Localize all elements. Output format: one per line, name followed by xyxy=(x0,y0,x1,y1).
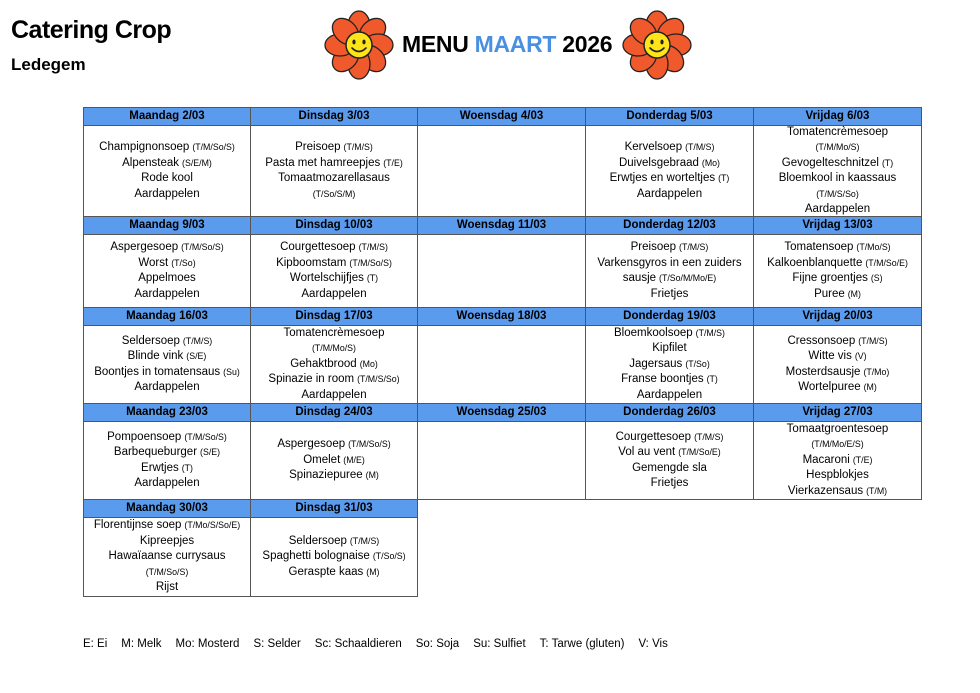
allergen-codes: (V) xyxy=(854,351,867,361)
allergen-codes: (T/M/Mo/S) xyxy=(815,142,860,152)
menu-item: Champignonsoep (T/M/So/S) xyxy=(99,141,235,153)
menu-item: Aardappelen xyxy=(134,287,200,300)
day-menu xyxy=(753,234,922,308)
menu-item: Pompoensoep (T/M/So/S) xyxy=(107,430,227,443)
day-header: Vrijdag 20/03 xyxy=(753,307,922,326)
day-menu xyxy=(250,234,418,308)
menu-item: Gemengde sla xyxy=(632,461,707,474)
menu-item: Spaghetti bolognaise (T/So/S) xyxy=(262,550,406,563)
menu-item: Erwtjes en worteltjes (T) xyxy=(609,172,730,184)
menu-item: Puree (M) xyxy=(814,287,861,300)
allergen-codes: (M) xyxy=(365,470,379,481)
menu-item: Tomaatgroentesoep xyxy=(786,422,889,435)
allergen-codes: (T/M/So/S) xyxy=(192,142,235,152)
menu-item xyxy=(313,187,356,203)
allergen-codes: (T/M/S/So) xyxy=(816,188,859,199)
day-menu xyxy=(83,234,251,308)
menu-item: Aardappelen xyxy=(134,477,200,489)
allergen-codes: (T/M/S) xyxy=(349,535,380,546)
legend-item: So: Soja xyxy=(415,638,460,650)
menu-item: Aardappelen xyxy=(134,381,200,393)
menu-item: Tomaatmozarellasaus xyxy=(278,172,390,184)
legend-item: M: Melk xyxy=(121,638,162,650)
menu-item: Aspergesoep (T/M/So/S) xyxy=(110,241,224,253)
allergen-codes: (Su) xyxy=(223,366,240,377)
day-header: Maandag 9/03 xyxy=(83,216,251,235)
menu-item: Kervelsoep (T/M/S) xyxy=(624,141,715,153)
menu-item: Kalkoenblanquette (T/M/So/E) xyxy=(767,256,908,269)
allergen-codes: (Mo) xyxy=(701,157,720,168)
menu-item: Aardappelen xyxy=(134,187,200,200)
day-header: Dinsdag 24/03 xyxy=(250,403,418,422)
day-menu xyxy=(417,234,586,308)
menu-item: Vol au vent (T/M/So/E) xyxy=(618,446,721,458)
allergen-codes: (T) xyxy=(706,374,718,385)
allergen-codes: (M) xyxy=(847,288,861,299)
menu-item: Pasta met hamreepjes (T/E) xyxy=(265,156,403,169)
menu-item: sausje (T/So/M/Mo/E) xyxy=(622,272,717,284)
allergen-codes: (S/E) xyxy=(200,447,221,457)
legend-item: E: Ei xyxy=(83,638,108,650)
menu-item: Spinazie in room (T/M/S/So) xyxy=(268,373,400,386)
allergen-codes: (T/So/S) xyxy=(372,551,406,562)
day-header: Donderdag 5/03 xyxy=(585,107,754,126)
allergen-codes: (T/M/So/S) xyxy=(181,242,224,252)
menu-item xyxy=(811,437,863,453)
menu-item: Courgettesoep (T/M/S) xyxy=(280,241,388,253)
allergen-codes: (T/M/S) xyxy=(858,335,888,346)
menu-item: Hespblokjes xyxy=(806,469,869,482)
day-header: Woensdag 11/03 xyxy=(417,216,586,235)
company-name: Catering Crop xyxy=(11,16,172,44)
allergen-codes: (T/M/Mo/E/S) xyxy=(811,439,864,450)
menu-item: Kipfilet xyxy=(652,342,687,355)
day-menu xyxy=(83,517,251,597)
allergen-codes: (T/So/M/Mo/E) xyxy=(659,273,717,283)
menu-item: Omelet (M/E) xyxy=(303,453,365,466)
allergen-codes: (S) xyxy=(870,273,883,283)
day-menu xyxy=(753,325,922,404)
allergen-codes: (S/E/M) xyxy=(182,157,212,168)
allergen-codes: (M/E) xyxy=(343,454,365,465)
allergen-codes: (T) xyxy=(881,157,894,168)
menu-item: Boontjes in tomatensaus (Su) xyxy=(94,365,240,378)
location-name: Ledegem xyxy=(11,55,86,74)
legend-item: S: Selder xyxy=(253,638,301,650)
menu-item: Witte vis (V) xyxy=(808,350,867,362)
day-menu xyxy=(753,421,922,500)
day-header: Woensdag 4/03 xyxy=(417,107,586,126)
day-header: Vrijdag 13/03 xyxy=(753,216,922,235)
menu-item: Tomatensoep (T/Mo/S) xyxy=(784,241,891,253)
day-menu xyxy=(417,325,586,404)
allergen-codes: (T) xyxy=(366,273,379,283)
allergen-codes: (T/M/S) xyxy=(182,335,213,346)
menu-item: Rode kool xyxy=(141,172,193,184)
day-menu xyxy=(585,234,754,308)
allergen-codes: (T/Mo/S/So/E) xyxy=(184,520,241,531)
allergen-codes: (T/So/S/M) xyxy=(312,188,356,199)
menu-item: Gevogelteschnitzel (T) xyxy=(781,156,894,169)
day-header: Dinsdag 31/03 xyxy=(250,499,418,518)
allergen-codes: (M) xyxy=(863,382,877,392)
day-header: Vrijdag 6/03 xyxy=(753,107,922,126)
menu-item: Mosterdsausje (T/Mo) xyxy=(785,365,890,378)
menu-item: Kipboomstam (T/M/So/S) xyxy=(276,256,392,269)
allergen-codes: (T/Mo/S) xyxy=(856,242,891,252)
menu-item: Florentijnse soep (T/Mo/S/So/E) xyxy=(93,519,241,532)
allergen-codes: (T/E) xyxy=(383,157,403,168)
allergen-codes: (T/M/S) xyxy=(685,142,715,152)
allergen-codes: (T/M/So/S) xyxy=(184,431,227,442)
menu-item: Fijne groentjes (S) xyxy=(792,272,883,284)
menu-item: Bloemkoolsoep (T/M/S) xyxy=(614,326,725,339)
allergen-codes: (T/M/Mo/S) xyxy=(312,343,356,354)
day-header: Maandag 16/03 xyxy=(83,307,251,326)
menu-item: Gehaktbrood (Mo) xyxy=(290,357,378,370)
allergen-codes: (Mo) xyxy=(359,358,378,369)
menu-item xyxy=(816,187,859,203)
allergen-codes: (T) xyxy=(718,173,730,183)
day-menu xyxy=(83,125,251,217)
day-header: Dinsdag 10/03 xyxy=(250,216,418,235)
menu-item: Courgettesoep (T/M/S) xyxy=(615,430,724,443)
menu-item: Bloemkool in kaassaus xyxy=(778,172,897,184)
menu-item xyxy=(146,565,189,581)
day-menu xyxy=(83,421,251,500)
day-header: Maandag 23/03 xyxy=(83,403,251,422)
day-header: Donderdag 26/03 xyxy=(585,403,754,422)
menu-item: Erwtjes (T) xyxy=(141,461,193,474)
day-menu xyxy=(585,125,754,217)
menu-item: Franse boontjes (T) xyxy=(621,373,718,386)
legend-item: V: Vis xyxy=(638,638,668,650)
legend-item: Mo: Mosterd xyxy=(175,638,240,650)
menu-item xyxy=(312,341,356,357)
day-menu xyxy=(250,421,418,500)
day-header: Donderdag 19/03 xyxy=(585,307,754,326)
menu-item: Aardappelen xyxy=(804,203,871,215)
allergen-codes: (T/E) xyxy=(852,454,873,465)
menu-item: Frietjes xyxy=(650,287,689,300)
allergen-codes: (T/M/S) xyxy=(343,142,373,152)
allergen-codes: (T/M) xyxy=(866,485,888,496)
menu-item: Appelmoes xyxy=(138,272,196,284)
smiley-flower-icon xyxy=(322,8,396,82)
legend-item: Su: Sulfiet xyxy=(473,638,526,650)
allergen-codes: (T/M/So/S) xyxy=(348,439,391,450)
allergen-codes: (T/M/So/S) xyxy=(349,257,392,268)
menu-item: Aardappelen xyxy=(636,388,703,401)
menu-item: Wortelpuree (M) xyxy=(798,381,877,393)
menu-item: Kipreepjes xyxy=(139,534,195,547)
menu-item: Hawaïaanse currysaus xyxy=(108,550,226,563)
legend-item: T: Tarwe (gluten) xyxy=(539,638,625,650)
allergen-codes: (T/M/S) xyxy=(695,327,725,338)
day-header: Dinsdag 3/03 xyxy=(250,107,418,126)
day-header: Dinsdag 17/03 xyxy=(250,307,418,326)
menu-item: Barbequeburger (S/E) xyxy=(113,446,221,458)
allergen-codes: (T/M/S) xyxy=(679,242,709,252)
menu-item: Aardappelen xyxy=(301,287,367,300)
day-menu xyxy=(417,125,586,217)
day-header: Woensdag 25/03 xyxy=(417,403,586,422)
day-header: Maandag 2/03 xyxy=(83,107,251,126)
title-menu: MENU xyxy=(402,31,475,57)
day-menu xyxy=(250,125,418,217)
menu-item: Jagersaus (T/So) xyxy=(629,357,710,370)
menu-item: Rijst xyxy=(155,581,179,594)
allergen-legend xyxy=(83,638,682,650)
allergen-codes: (T/Mo) xyxy=(863,366,890,377)
allergen-codes: (T/M/So/S) xyxy=(145,566,189,577)
menu-item: Spinaziepuree (M) xyxy=(289,469,379,482)
menu-item: Frietjes xyxy=(650,477,689,489)
menu-item: Cressonsoep (T/M/S) xyxy=(787,334,888,347)
day-menu xyxy=(83,325,251,404)
menu-item: Tomatencrèmesoep xyxy=(283,326,385,339)
allergen-codes: (T/M/S/So) xyxy=(357,374,400,385)
allergen-codes: (T/M/S) xyxy=(694,431,724,442)
smiley-flower-icon xyxy=(620,8,694,82)
menu-item: Preisoep (T/M/S) xyxy=(630,241,709,253)
menu-item: Vierkazensaus (T/M) xyxy=(787,484,888,497)
menu-item: Alpensteak (S/E/M) xyxy=(122,156,212,169)
menu-title xyxy=(402,31,612,58)
title-month: MAART xyxy=(474,31,557,57)
day-menu xyxy=(250,325,418,404)
menu-item: Aardappelen xyxy=(301,388,367,401)
allergen-codes: (T/M/So/E) xyxy=(678,447,721,457)
allergen-codes: (T/M/So/E) xyxy=(865,257,908,268)
day-header: Maandag 30/03 xyxy=(83,499,251,518)
menu-item: Wortelschijfjes (T) xyxy=(289,272,379,284)
menu-item: Geraspte kaas (M) xyxy=(288,565,380,578)
menu-item: Preisoep (T/M/S) xyxy=(295,141,373,153)
day-menu xyxy=(753,125,922,217)
menu-item: Tomatencrèmesoep xyxy=(787,125,888,138)
menu-item: Varkensgyros in een zuiders xyxy=(597,256,742,269)
day-header: Donderdag 12/03 xyxy=(585,216,754,235)
title-year: 2026 xyxy=(556,31,613,57)
day-header: Vrijdag 27/03 xyxy=(753,403,922,422)
menu-item: Blinde vink (S/E) xyxy=(127,350,207,362)
menu-item: Worst (T/So) xyxy=(138,256,196,269)
menu-item: Aspergesoep (T/M/So/S) xyxy=(277,438,391,451)
day-menu xyxy=(250,517,418,597)
allergen-codes: (T) xyxy=(181,462,193,473)
day-menu xyxy=(585,325,754,404)
menu-item: Aardappelen xyxy=(636,187,703,200)
day-header: Woensdag 18/03 xyxy=(417,307,586,326)
allergen-codes: (M) xyxy=(366,566,380,577)
allergen-codes: (T/M/S) xyxy=(358,242,388,252)
legend-item: Sc: Schaaldieren xyxy=(314,638,402,650)
menu-item: Seldersoep (T/M/S) xyxy=(121,334,213,347)
day-menu xyxy=(585,421,754,500)
menu-item: Seldersoep (T/M/S) xyxy=(288,534,380,547)
menu-item: Duivelsgebraad (Mo) xyxy=(618,156,720,169)
allergen-codes: (T/So) xyxy=(171,257,196,268)
menu-item xyxy=(816,140,860,156)
allergen-codes: (S/E) xyxy=(186,351,207,361)
allergen-codes: (T/So) xyxy=(685,358,710,369)
day-menu xyxy=(417,421,586,500)
menu-item: Macaroni (T/E) xyxy=(802,453,873,466)
